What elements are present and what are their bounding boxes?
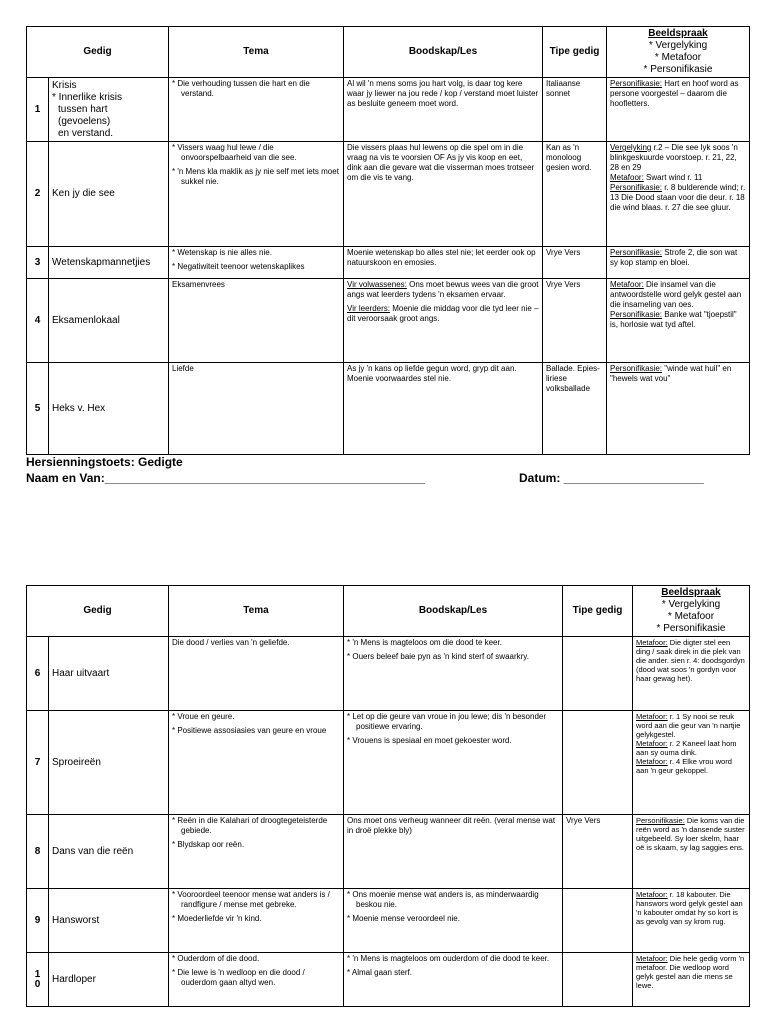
tema-cell	[169, 247, 344, 279]
boodskap-list	[347, 712, 559, 746]
tema-list	[172, 248, 340, 272]
table-row	[27, 711, 750, 815]
boodskap-text: As jy 'n kans op liefde gegun word, gryp dit aan. Moenie voorwaardes stel nie.	[347, 364, 517, 383]
table-row	[27, 889, 750, 953]
poem-title-line: * Innerlike krisis	[52, 91, 123, 103]
poem-title: Dans van die reën	[49, 815, 169, 889]
tema-cell	[169, 815, 344, 889]
tema-item: * Vooroordeel teenoor mense wat anders is / randfigure / mense met gebreke.	[172, 890, 340, 910]
table-row	[27, 279, 750, 363]
poem-title: Wetenskapmannetjies	[49, 247, 169, 279]
beeldspraak-entry	[636, 712, 746, 739]
beeldspraak-group	[636, 890, 746, 926]
tema-item: * Vroue en geure.	[172, 712, 340, 722]
boodskap-cell	[344, 711, 563, 815]
boodskap-cell	[344, 142, 543, 247]
beeldspraak-group	[610, 79, 746, 109]
tipe-cell	[563, 711, 633, 815]
tema-list	[172, 954, 340, 988]
boodskap-cell	[344, 815, 563, 889]
tema-item: * Moederliefde vir 'n kind.	[172, 914, 340, 924]
naam-field-label: Naam en Van:________________________________________________	[26, 471, 426, 485]
beeldspraak-group	[610, 280, 746, 330]
poem-title-line: en verstand.	[58, 127, 114, 139]
row-number: 9	[27, 889, 49, 953]
beeldspraak-text: r. 2 Kaneel laat hom aan sy ouma dink.	[636, 739, 737, 757]
beeldspraak-label: Personifikasie:	[610, 248, 663, 257]
beeldspraak-group	[636, 816, 746, 852]
tipe-cell: Vrye Vers	[543, 279, 607, 363]
tema-list	[172, 890, 340, 924]
beeldspraak-label: Metafoor:	[636, 954, 668, 963]
beeldspraak-label: Personifikasie:	[610, 310, 663, 319]
beeldspraak-entry	[610, 310, 746, 330]
poem-title-line: Krisis	[52, 79, 77, 91]
boodskap-item: * Almal gaan sterf.	[347, 968, 559, 978]
beeldspraak-text: Die koms van die reën word as 'n dansende suster uitgebeeld. Sy loer skelm, haar oë is skaam, sy lag saggies ens.	[636, 816, 745, 852]
tema-item: * 'n Mens kla maklik as jy nie self met iets moet sukkel nie.	[172, 167, 340, 187]
tema-text: Eksamenvrees	[172, 280, 225, 289]
header-bs-item: * Vergelyking	[661, 599, 721, 610]
table-row	[27, 142, 750, 247]
header-bs-item: * Metafoor	[667, 611, 715, 622]
beeldspraak-cell	[633, 953, 750, 1007]
header-tema: Tema	[169, 27, 344, 78]
tema-cell	[169, 953, 344, 1007]
boodskap-entry	[347, 280, 539, 300]
poem-table-2	[26, 585, 750, 1007]
header-row	[27, 586, 750, 637]
beeldspraak-label: Personifikasie:	[610, 79, 663, 88]
boodskap-cell	[344, 363, 543, 455]
beeldspraak-text: r. 4 Elke vrou word aan 'n geur gekoppel.	[636, 757, 732, 775]
tema-item: * Blydskap oor reën.	[172, 840, 340, 850]
poem-title: Heks v. Hex	[49, 363, 169, 455]
boodskap-item: * Moenie mense veroordeel nie.	[347, 914, 559, 924]
poem-title-line: tussen hart	[58, 103, 108, 115]
boodskap-label: Vir volwassenes:	[347, 280, 407, 289]
beeldspraak-label: Personifikasie:	[610, 364, 663, 373]
header-beeldspraak	[633, 586, 750, 637]
tipe-cell: Vrye Vers	[543, 247, 607, 279]
beeldspraak-text: "winde wat huil" en "hewels wat vou"	[610, 364, 732, 383]
beeldspraak-text: Die digter stel een ding / saak direk in die plek van die ander. sien r. 4: doodsgordyn (dood wat soos 'n gordyn voor haar gewag het).	[636, 638, 745, 683]
poem-title: Eksamenlokaal	[49, 279, 169, 363]
header-bs-item: * Metafoor	[654, 52, 702, 63]
header-beeldspraak-title: Beeldspraak	[648, 28, 708, 39]
beeldspraak-label: Metafoor:	[610, 173, 644, 182]
row-number-digit: 1	[34, 968, 41, 980]
boodskap-cell	[344, 247, 543, 279]
boodskap-cell	[344, 953, 563, 1007]
header-beeldspraak-title: Beeldspraak	[661, 587, 721, 598]
beeldspraak-group	[636, 638, 746, 683]
beeldspraak-entry	[610, 79, 746, 109]
tema-item: * Vissers waag hul lewe / die onvoorspelbaarheid van die see.	[172, 143, 340, 163]
beeldspraak-label: Metafoor:	[636, 739, 668, 748]
datum-field-label: Datum: _____________________	[519, 471, 704, 485]
poem-title-line: (gevoelens)	[58, 115, 111, 127]
tema-item: * Positiewe assosiasies van geure en vroue	[172, 726, 340, 736]
tema-item: * Negatiwiteit teenoor wetenskaplikes	[172, 262, 340, 272]
boodskap-text: Die vissers plaas hul lewens op die spel om in die vraag na vis te voorsien OF As jy vis koop en eet, dink aan die gevare wat die visserman moes trotseer om die vis te vang.	[347, 143, 535, 182]
table-row	[27, 953, 750, 1007]
boodskap-text: Moenie wetenskap bo alles stel nie; let eerder ook op natuurskoon en emosies.	[347, 248, 536, 267]
beeldspraak-entry	[610, 173, 746, 183]
boodskap-cell	[344, 889, 563, 953]
boodskap-item: * Ons moenie mense wat anders is, as minderwaardig beskou nie.	[347, 890, 559, 910]
tipe-cell	[563, 637, 633, 711]
boodskap-cell	[344, 637, 563, 711]
tipe-cell	[563, 953, 633, 1007]
header-boodskap: Boodskap/Les	[344, 27, 543, 78]
beeldspraak-text: r. 1 Sy nooi se reuk word aan die geur van 'n nartjie gelykgestel.	[636, 712, 741, 739]
table-row	[27, 78, 750, 142]
poem-title: Hansworst	[49, 889, 169, 953]
beeldspraak-cell	[607, 78, 750, 142]
boodskap-text: Ons moet ons verheug wanneer dit reën. (veral mense wat in droë plekke bly)	[347, 816, 556, 835]
row-number: 6	[27, 637, 49, 711]
beeldspraak-entry	[610, 248, 746, 268]
beeldspraak-text: r.2 – Die see lyk soos 'n blinkgeskuurde voorstoep. r. 21, 22, 28 en 29	[610, 143, 738, 172]
poem-title	[49, 78, 169, 142]
header-tipe: Tipe gedig	[543, 27, 607, 78]
beeldspraak-text: Swart wind r. 11	[646, 173, 703, 182]
header-gedig: Gedig	[27, 586, 169, 637]
boodskap-text: Ons moet bewus wees van die groot angs wat leerders tydens 'n eksamen ervaar.	[347, 280, 539, 299]
beeldspraak-text: r. 18 kabouter. Die hanswors word gelyk gestel aan 'n kabouter omdat hy so kort is as gevolg van sy krom rug.	[636, 890, 743, 926]
beeldspraak-entry	[636, 638, 746, 683]
boodskap-item: * Ouers beleef baie pyn as 'n kind sterf of swaarkry.	[347, 652, 559, 662]
header-bs-item: * Vergelyking	[648, 40, 708, 51]
beeldspraak-text: Hart en hoof word as persone voorgestel – daarom die hoofletters.	[610, 79, 739, 108]
boodskap-list	[347, 954, 559, 978]
table-row	[27, 363, 750, 455]
row-number: 2	[27, 142, 49, 247]
boodskap-label: Vir leerders:	[347, 304, 390, 313]
tema-item: * Reën in die Kalahari of droogtegeteisterde gebiede.	[172, 816, 340, 836]
tema-list	[172, 143, 340, 187]
tema-text: Liefde	[172, 364, 194, 373]
header-bs-item: * Personifikasie	[643, 64, 713, 75]
beeldspraak-entry	[636, 739, 746, 757]
beeldspraak-entry	[636, 757, 746, 775]
beeldspraak-entry	[636, 954, 746, 990]
tipe-cell	[563, 889, 633, 953]
header-gedig: Gedig	[27, 27, 169, 78]
boodskap-cell	[344, 279, 543, 363]
tema-cell	[169, 711, 344, 815]
tipe-cell: Vrye Vers	[563, 815, 633, 889]
row-number: 5	[27, 363, 49, 455]
header-tema: Tema	[169, 586, 344, 637]
tema-cell	[169, 363, 344, 455]
beeldspraak-cell	[633, 711, 750, 815]
tema-text: Die dood / verlies van 'n geliefde.	[172, 638, 290, 647]
beeldspraak-entry	[636, 816, 746, 852]
tema-cell	[169, 279, 344, 363]
table-row	[27, 815, 750, 889]
header-boodskap: Boodskap/Les	[344, 586, 563, 637]
beeldspraak-entry	[610, 143, 746, 173]
page-title: Hersienningstoets: Gedigte	[26, 455, 183, 469]
beeldspraak-group	[610, 248, 746, 268]
poem-title: Hardloper	[49, 953, 169, 1007]
row-number: 1	[27, 78, 49, 142]
beeldspraak-entry	[610, 183, 746, 213]
beeldspraak-entry	[636, 890, 746, 926]
beeldspraak-text: Die insamel van die antwoordstelle word gelyk gestel aan die insameling van oes.	[610, 280, 742, 309]
boodskap-list	[347, 638, 559, 662]
beeldspraak-text: r. 8 bulderende wind; r. 13 Die Dood staan voor die deur. r. 18 die wind blaas. r. 27 die see gluur.	[610, 183, 746, 212]
tipe-cell: Italiaanse sonnet	[543, 78, 607, 142]
beeldspraak-label: Metafoor:	[636, 638, 668, 647]
table-row	[27, 637, 750, 711]
beeldspraak-label: Personifikasie:	[610, 183, 663, 192]
boodskap-item: * Let op die geure van vroue in jou lewe; dis 'n besonder positiewe ervaring.	[347, 712, 559, 732]
beeldspraak-cell	[633, 889, 750, 953]
row-number: 3	[27, 247, 49, 279]
beeldspraak-cell	[633, 637, 750, 711]
tipe-cell: Ballade. Epies-liriese volksballade	[543, 363, 607, 455]
tipe-cell: Kan as 'n monoloog gesien word.	[543, 142, 607, 247]
tema-item: * Die lewe is 'n wedloop en die dood / ouderdom gaan altyd wen.	[172, 968, 340, 988]
tema-cell	[169, 889, 344, 953]
row-number-digit: 0	[34, 978, 41, 990]
beeldspraak-label: Personifikasie:	[636, 816, 685, 825]
tema-cell	[169, 142, 344, 247]
beeldspraak-group	[636, 712, 746, 775]
boodskap-cell	[344, 78, 543, 142]
tema-item: * Ouderdom of die dood.	[172, 954, 340, 964]
beeldspraak-group	[636, 954, 746, 990]
tema-item: * Wetenskap is nie alles nie.	[172, 248, 340, 258]
beeldspraak-group	[610, 364, 746, 384]
tema-list	[172, 79, 340, 99]
beeldspraak-text: Banke wat "tjoepstil" is, horlosie wat tyd aftel.	[610, 310, 737, 329]
poem-title: Ken jy die see	[49, 142, 169, 247]
beeldspraak-cell	[607, 363, 750, 455]
header-row	[27, 27, 750, 78]
beeldspraak-text: Strofe 2, die son wat sy kop stamp en bloei.	[610, 248, 738, 267]
poem-table-1	[26, 26, 750, 455]
boodskap-entry	[347, 304, 539, 324]
tema-cell	[169, 637, 344, 711]
beeldspraak-cell	[607, 247, 750, 279]
beeldspraak-cell	[633, 815, 750, 889]
table-row	[27, 247, 750, 279]
header-beeldspraak	[607, 27, 750, 78]
header-bs-item: * Personifikasie	[656, 623, 726, 634]
tema-item: * Die verhouding tussen die hart en die verstand.	[172, 79, 340, 99]
row-number: 4	[27, 279, 49, 363]
row-number	[27, 953, 49, 1007]
tema-list	[172, 712, 340, 736]
tema-list	[172, 816, 340, 850]
beeldspraak-cell	[607, 142, 750, 247]
beeldspraak-label: Metafoor:	[636, 712, 668, 721]
boodskap-list	[347, 890, 559, 924]
beeldspraak-text: Die hele gedig vorm 'n metafoor. Die wedloop word gelyk gestel aan die mens se lewe.	[636, 954, 745, 990]
tema-cell	[169, 78, 344, 142]
boodskap-item: * 'n Mens is magteloos om die dood te keer.	[347, 638, 559, 648]
beeldspraak-label: Metafoor:	[610, 280, 644, 289]
beeldspraak-label: Vergelyking	[610, 143, 652, 152]
poem-title: Haar uitvaart	[49, 637, 169, 711]
beeldspraak-label: Metafoor:	[636, 890, 668, 899]
poem-title: Sproeireën	[49, 711, 169, 815]
boodskap-text: Al wil 'n mens soms jou hart volg, is daar tog kere waar jy liewer na jou rede / kop / verstand moet luister as besluite geneem moet word.	[347, 79, 539, 108]
beeldspraak-label: Metafoor:	[636, 757, 668, 766]
beeldspraak-cell	[607, 279, 750, 363]
row-number: 8	[27, 815, 49, 889]
boodskap-item: * 'n Mens is magteloos om ouderdom of die dood te keer.	[347, 954, 559, 964]
row-number: 7	[27, 711, 49, 815]
boodskap-text: Moenie die middag voor die tyd leer nie – dit veroorsaak groot angs.	[347, 304, 539, 323]
beeldspraak-entry	[610, 280, 746, 310]
header-tipe: Tipe gedig	[563, 586, 633, 637]
boodskap-item: * Vrouens is spesiaal en moet gekoester word.	[347, 736, 559, 746]
beeldspraak-group	[610, 143, 746, 213]
beeldspraak-entry	[610, 364, 746, 384]
